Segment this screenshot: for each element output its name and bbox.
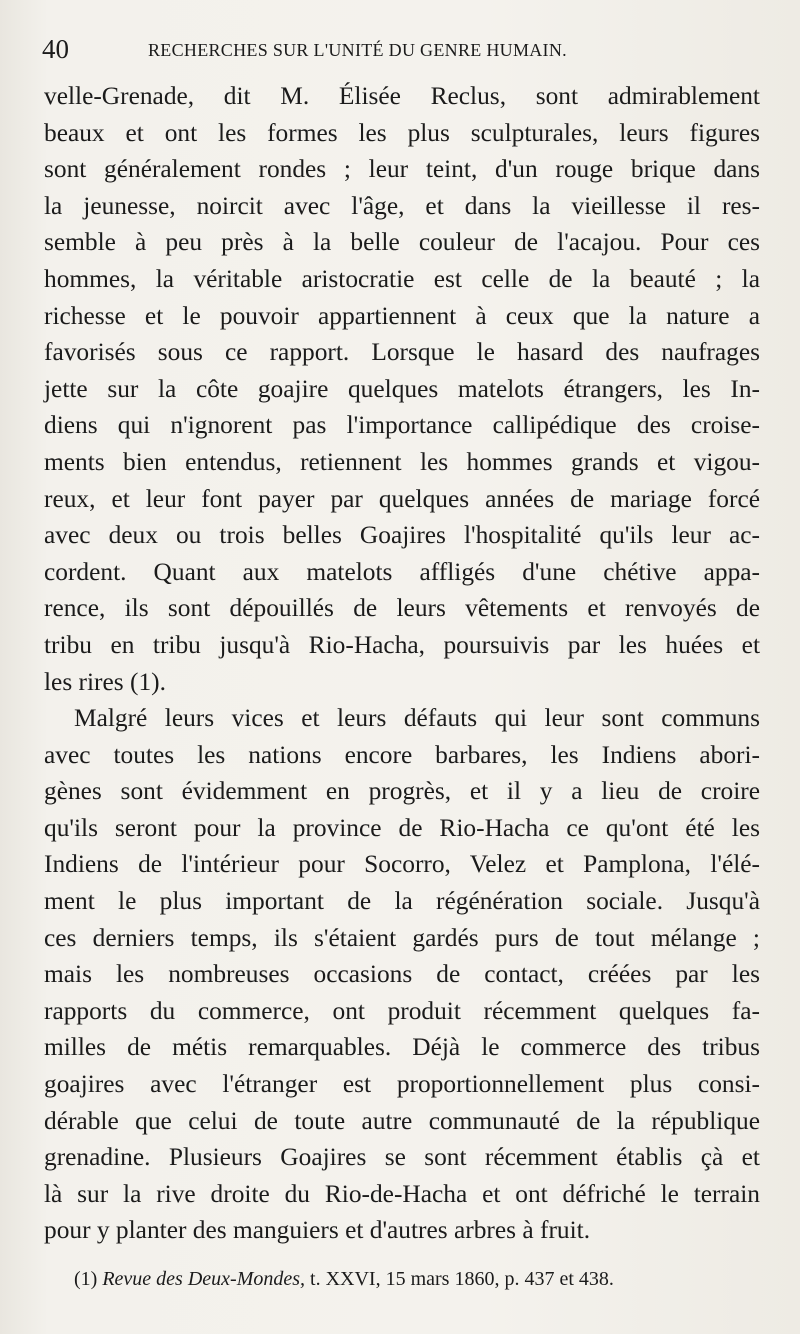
text-line: semble à peu près à la belle couleur de l'acajou. Pour ces (44, 228, 760, 257)
text-line: rapports du commerce, ont produit récemment quelques fa- (44, 996, 760, 1025)
text-line: avec toutes les nations encore barbares, les Indiens abori- (44, 740, 760, 769)
text-line: richesse et le pouvoir appartiennent à ceux que la nature a (44, 301, 760, 330)
text-line: avec deux ou trois belles Goajires l'hospitalité qu'ils leur ac- (44, 521, 760, 550)
paragraph-2 (44, 700, 760, 1249)
running-title: RECHERCHES SUR L'UNITÉ DU GENRE HUMAIN. (148, 40, 567, 60)
text-line: Indiens de l'intérieur pour Socorro, Velez et Pamplona, l'élé- (44, 850, 760, 879)
text-line: rence, ils sont dépouillés de leurs vêtements et renvoyés de (44, 594, 760, 623)
text-line: dérable que celui de toute autre communauté de la république (44, 1106, 760, 1135)
body-text (44, 78, 760, 1249)
paragraph-1 (44, 78, 760, 700)
text-line: ment le plus important de la régénération sociale. Jusqu'à (44, 887, 760, 916)
footnote (74, 1265, 764, 1293)
text-line: cordent. Quant aux matelots affligés d'une chétive appa- (44, 557, 760, 586)
text-line: milles de métis remarquables. Déjà le commerce des tribus (44, 1033, 760, 1062)
text-line: jette sur la côte goajire quelques matelots étrangers, les In- (44, 374, 760, 403)
text-line: pour y planter des manguiers et d'autres arbres à fruit. (44, 1216, 591, 1245)
text-line: ments bien entendus, retiennent les hommes grands et vigou- (44, 447, 760, 476)
text-line: gènes sont évidemment en progrès, et il y a lieu de croire (44, 777, 760, 806)
text-line: favorisés sous ce rapport. Lorsque le hasard des naufrages (44, 338, 760, 367)
footnote-source: Revue des Deux-Mondes, (102, 1268, 306, 1290)
text-line: Malgré leurs vices et leurs défauts qui leur sont communs (74, 704, 760, 733)
text-line: goajires avec l'étranger est proportionnellement plus consi- (44, 1070, 760, 1099)
page-header (42, 34, 742, 64)
text-line: reux, et leur font payer par quelques années de mariage forcé (44, 484, 760, 513)
text-line: qu'ils seront pour la province de Rio-Hacha ce qu'ont été les (44, 813, 760, 842)
footnote-marker: (1) (74, 1268, 98, 1290)
text-line: sont généralement rondes ; leur teint, d'un rouge brique dans (44, 155, 760, 184)
text-line: la jeunesse, noircit avec l'âge, et dans la vieillesse il res- (44, 191, 760, 220)
text-line: tribu en tribu jusqu'à Rio-Hacha, poursuivis par les huées et (44, 630, 760, 659)
text-line: ces derniers temps, ils s'étaient gardés purs de tout mélange ; (44, 923, 760, 952)
text-line: grenadine. Plusieurs Goajires se sont récemment établis çà et (44, 1143, 760, 1172)
text-line: velle-Grenade, dit M. Élisée Reclus, sont admirablement (44, 82, 760, 110)
footnote-reference: t. XXVI, 15 mars 1860, p. 437 et 438. (310, 1268, 614, 1290)
text-line: beaux et ont les formes les plus sculpturales, leurs figures (44, 118, 760, 147)
text-line: mais les nombreuses occasions de contact, créées par les (44, 960, 760, 989)
text-line: hommes, la véritable aristocratie est celle de la beauté ; la (44, 264, 760, 293)
text-line: les rires (1). (44, 667, 166, 696)
text-line: diens qui n'ignorent pas l'importance callipédique des croise- (44, 411, 760, 440)
text-line: là sur la rive droite du Rio-de-Hacha et ont défriché le terrain (44, 1179, 760, 1208)
page-number: 40 (42, 34, 69, 64)
